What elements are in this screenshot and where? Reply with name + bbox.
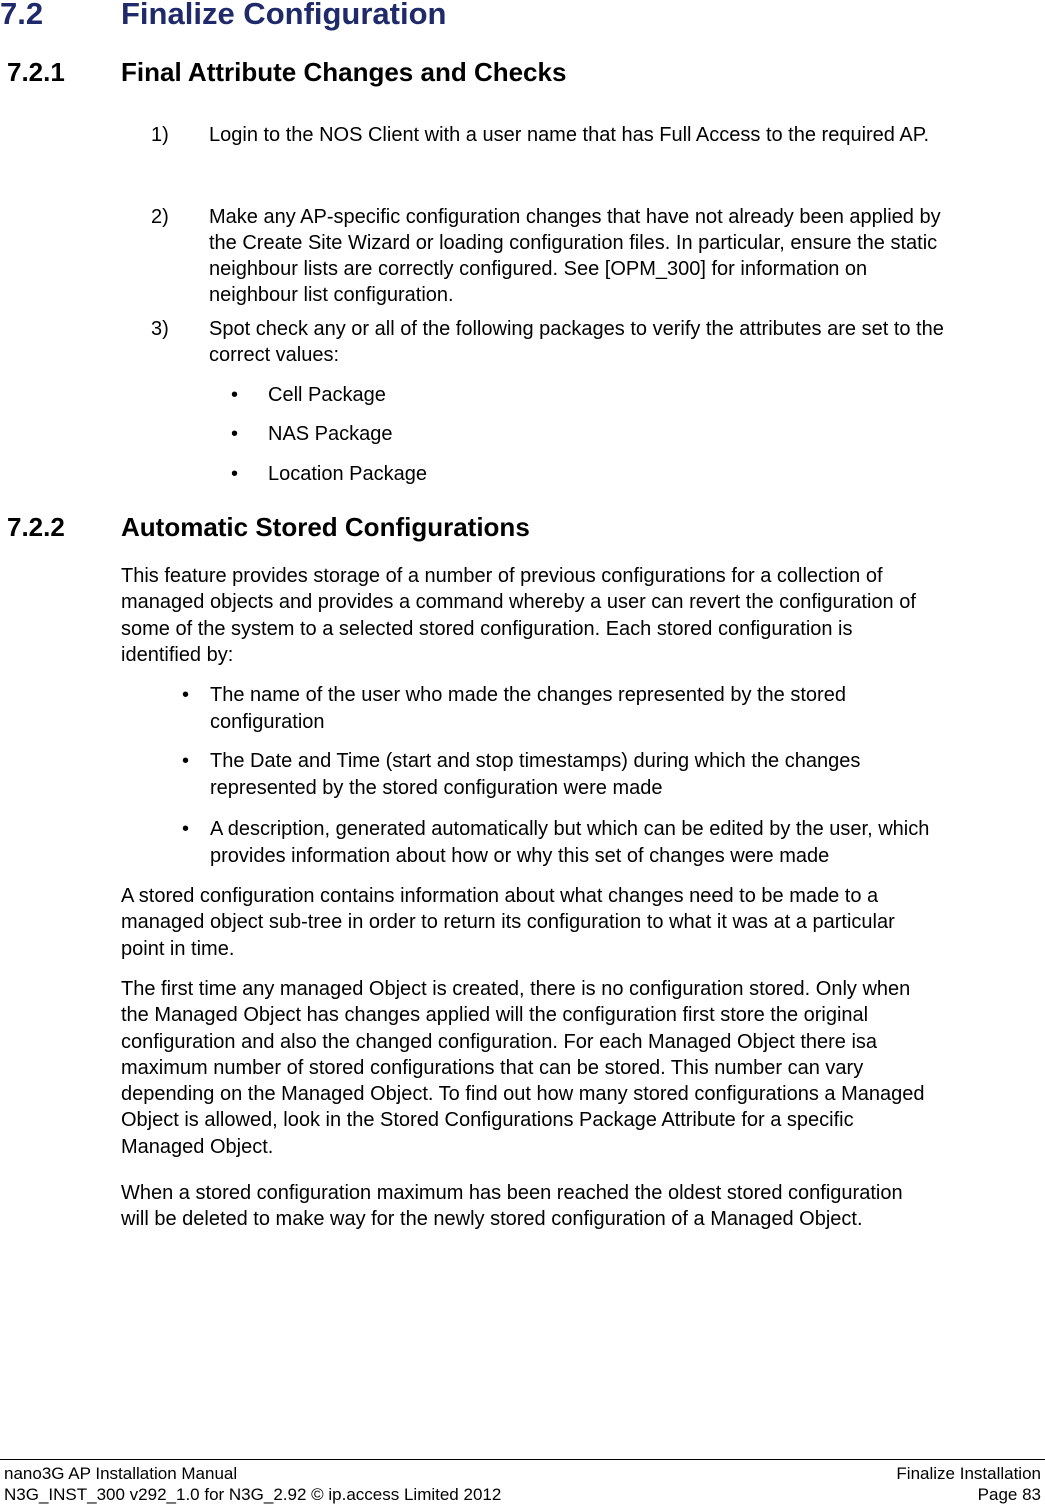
bullet-text: The Date and Time (start and stop timestamps) during which the changes represented by the stored configuration were made [210,750,861,799]
package-label: Cell Package [268,384,386,406]
package-item [231,421,393,447]
subsection-heading-2 [7,512,530,543]
footer-document-id: N3G_INST_300 v292_1.0 for N3G_2.92 © ip.access Limited 2012 [4,1485,502,1504]
paragraph-first-time: The first time any managed Object is created, there is no configuration stored. Only when the Managed Object has changes applied will the configuration first store the original configuration and also the changed configuration. For each Managed Object there isa maximum number of stored configurations that can be stored. This number can vary depending on the Managed Object. To find out how many stored configurations a Managed Object is allowed, look in the Stored Configurations Package Attribute for a specific Managed Object. [121,978,925,1158]
identifier-bullet [182,816,1042,870]
bullet-text: A description, generated automatically but which can be edited by the user, which provides information about how or why this set of changes were made [210,818,930,867]
footer-manual-title: nano3G AP Installation Manual [4,1464,238,1483]
step-number: 3) [151,318,169,340]
bullet-glyph: • [231,384,239,406]
step-1 [151,122,1041,148]
bullet-glyph: • [231,463,239,485]
identifier-bullet [182,748,1042,802]
subsection-number-1: 7.2.1 [7,57,65,87]
bullet-glyph: • [231,423,239,445]
package-item [231,461,427,487]
bullet-glyph: • [182,818,190,840]
footer-chapter-title: Finalize Installation [896,1464,1041,1483]
package-label: NAS Package [268,423,393,445]
step-text: Make any AP-specific configuration changes that have not already been applied by the Create Site Wizard or loading configuration files. In particular, ensure the static neighbour lists are correctly configured. See [OPM_300] for information on neighbour list configuration. [209,206,941,306]
step-2 [151,204,1041,308]
footer-page-number: Page 83 [977,1485,1041,1504]
step-text: Spot check any or all of the following packages to verify the attributes are set to the correct values: [209,318,944,366]
step-number: 1) [151,124,169,146]
section-title: Finalize Configuration [121,0,447,31]
bullet-text: The name of the user who made the changes represented by the stored configuration [210,684,846,733]
bullet-glyph: • [182,750,190,772]
step-number: 2) [151,206,169,228]
subsection-title-2: Automatic Stored Configurations [121,512,530,542]
intro-paragraph: This feature provides storage of a number of previous configurations for a collection of managed objects and provides a command whereby a user can revert the configuration of some of the system to a selected stored configuration. Each stored configuration is identified by: [121,565,916,666]
footer-divider [0,1459,1045,1460]
bullet-glyph: • [182,684,190,706]
section-heading [0,0,447,32]
step-text: Login to the NOS Client with a user name that has Full Access to the required AP. [209,124,930,146]
package-item [231,382,386,408]
paragraph-maximum: When a stored configuration maximum has been reached the oldest stored configuration will be deleted to make way for the newly stored configuration of a Managed Object. [121,1182,903,1231]
paragraph-stored-config: A stored configuration contains information about what changes need to be made to a managed object sub-tree in order to return its configuration to what it was at a particular point in time. [121,885,895,960]
subsection-title-1: Final Attribute Changes and Checks [121,57,567,87]
package-label: Location Package [268,463,428,485]
step-3 [151,316,1041,368]
identifier-bullet [182,682,1042,736]
subsection-heading-1 [7,57,566,88]
section-number: 7.2 [0,0,44,31]
subsection-number-2: 7.2.2 [7,512,65,542]
